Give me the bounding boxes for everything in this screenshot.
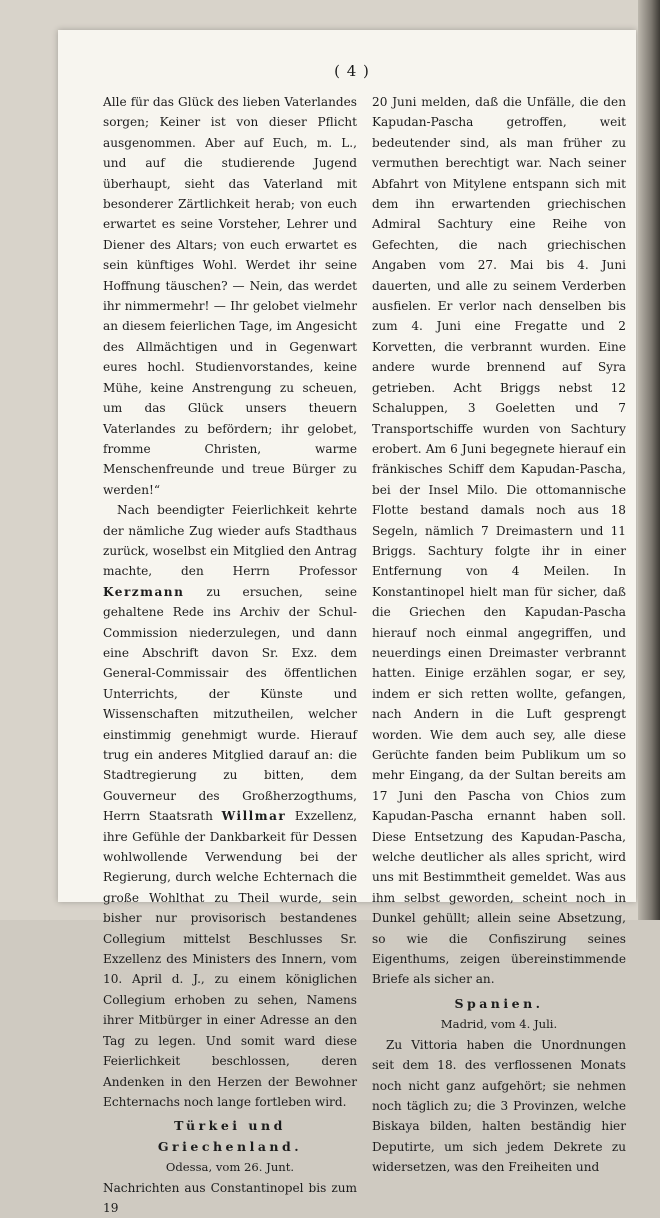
right-column (372, 92, 626, 1178)
left-column (103, 92, 357, 1218)
ceremony-text-b: zu ersuchen, seine gehaltene Rede ins Archiv der Schul-Commission niederzulegen, und dann eine Abschrift davon Sr. Exz. dem General-Commissair des öffentlichen Unterrichts, der Künste und Wissenschaften mitzutheilen, welcher einstimmig genehmigt wurde. Hierauf trug ein anderes Mitglied darauf an: die Stadtregierung zu bitten, dem Gouverneur des Großherzogthums, Herrn Staatsrath (103, 584, 357, 824)
page-number: ( 4 ) (334, 62, 370, 80)
ceremony-paragraph (103, 500, 357, 1112)
constantinople-report-continued: 20 Juni melden, daß die Unfälle, die den Kapudan-Pascha getroffen, weit bedeutender sind, als man früher zu vermuthen berechtigt war. Nach seiner Abfahrt von Mitylene entspann sich mit dem ihn erwartenden griechischen Admiral Sachtury eine Reihe von Gefechten, die nach griechischen Angaben vom 27. Mai bis 4. Juni dauerten, und alle zu seinem Verderben ausfielen. Er verlor nach denselben bis zum 4. Juni eine Fregatte und 2 Korvetten, die verbrannt wurden. Eine andere wurde brennend auf Syra getrieben. Acht Briggs nebst 12 Schaluppen, 3 Goeletten und 7 Transportschiffe wurden von Sachtury erobert. Am 6 Juni begegnete hierauf ein fränkisches Schiff dem Kapudan-Pascha, bei der Insel Milo. Die ottomannische Flotte bestand damals noch aus 18 Segeln, nämlich 7 Dreimastern und 11 Briggs. Sachtury folgte ihr in einer Entfernung von 4 Meilen. In Konstantinopel hielt man für sicher, daß die Griechen den Kapudan-Pascha hierauf noch einmal angegriffen, und neuerdings einen Dreimaster verbrannt hatten. Einige erzählen sogar, er sey, indem er sich retten wollte, gefangen, nach Andern in die Luft gesprengt worden. Wie dem auch sey, alle diese Gerüchte fanden beim Publikum um so mehr Eingang, da der Sultan bereits am 17 Juni den Pascha von Chios zum Kapudan-Pascha ernannt haben soll. Diese Entsetzung des Kapudan-Pascha, welche deutlicher als alles spricht, wird uns mit Bestimmtheit gemeldet. Was aus ihm selbst geworden, scheint noch in Dunkel gehüllt; allein seine Absetzung, so wie die Confiszirung seines Eigenthums, zeigen übereinstimmende Briefe als sicher an. (372, 95, 626, 987)
section-heading-spain: Spanien. (454, 995, 544, 1011)
book-gutter-shadow (638, 0, 660, 920)
ceremony-text-c: Exzellenz, ihre Gefühle der Dankbarkeit für Dessen wohlwollende Verwendung bei der Regierung, durch welche Echternach die große Wohlthat zu Theil wurde, sein bisher nur provisorisch bestandenes Collegium mittelst Beschlusses Sr. Exzellenz des Ministers des Innern, vom 10. April d. J., zu einem königlichen Collegium erhoben zu sehen, Namens ihrer Mitbürger in einer Adresse an den Tag zu legen. Und somit ward diese Feierlichkeit beschlossen, deren Andenken in den Herzen der Bewohner Echternachs noch lange fortleben wird. (103, 809, 358, 1109)
name-kerzmann: Kerzmann (103, 584, 185, 599)
constantinople-report-start: Nachrichten aus Constantinopel bis zum 19 (103, 1180, 357, 1215)
name-willmar: Willmar (221, 809, 287, 824)
speech-paragraph: Alle für das Glück des lieben Vaterlandes sorgen; Keiner ist von dieser Pflicht ausgenommen. Aber auf Euch, m. L., und auf die studierende Jugend überhaupt, sieht das Vaterland mit besonderer Zärtlichkeit herab; von euch erwartet es seine Vorsteher, Lehrer und Diener des Altars; von euch erwartet es sein künftiges Wohl. Werdet ihr seine Hoffnung täuschen? — Nein, das werdet ihr nimmermehr! — Ihr gelobet vielmehr an diesem feierlichen Tage, im Angesicht des Allmächtigen und in Gegenwart eures hochl. Studienvorstandes, keine Mühe, keine Anstrengung zu scheuen, um das Glück unsers theuern Vaterlandes zu befördern; ihr gelobet, fromme Christen, warme Menschenfreunde und treue Bürger zu werden!“ (103, 95, 357, 497)
vittoria-report: Zu Vittoria haben die Unordnungen seit dem 18. des verflossenen Monats noch nicht ganz aufgehört; sie nehmen noch täglich zu; die 3 Provinzen, welche Biskaya bilden, halten beständig hier Deputirte, um sich jedem Dekrete zu widersetzen, was den Freiheiten und (372, 1037, 626, 1175)
section-heading-turkey-greece: Türkei und Griechenland. (157, 1118, 303, 1154)
dateline-odessa: Odessa, vom 26. Junt. (165, 1160, 295, 1175)
ceremony-text-a: Nach beendigter Feierlichkeit kehrte der nämliche Zug wieder aufs Stadthaus zurück, woselbst ein Mitglied den Antrag machte, den Herrn Professor (103, 503, 357, 579)
dateline-madrid: Madrid, vom 4. Juli. (440, 1017, 558, 1032)
